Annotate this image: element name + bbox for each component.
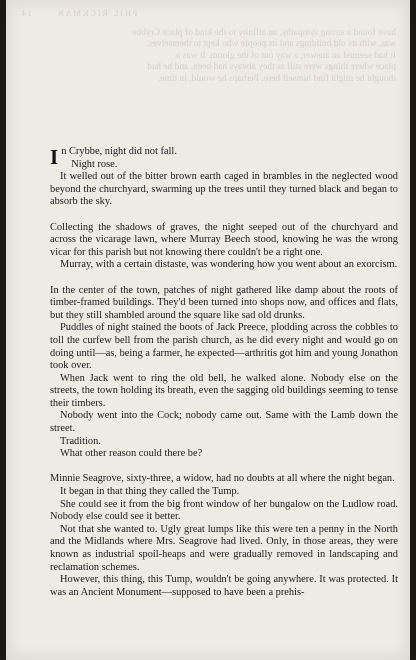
paragraph-text: n Crybbe, night did not fall. xyxy=(61,146,177,157)
paragraph: It began in that thing they called the Tump. xyxy=(60,486,240,498)
show-through-text xyxy=(20,8,396,100)
bleed-header xyxy=(20,8,396,20)
drop-cap: I xyxy=(50,145,59,169)
paragraph: In the center of the town, patches of night gathered like damp about the roots of timber-framed buildings. They'd been turned into shops now, and offices and flats, but they still shambled around the square like sad old drunks. xyxy=(50,284,398,321)
bleed-header-title: PHIL RICKMAN xyxy=(56,9,138,18)
paragraph: Tradition. xyxy=(60,435,101,447)
paragraph: She could see it from the big front window of her bungalow on the Ludlow road. Nobody else could see it better. xyxy=(50,498,398,523)
paragraph: Nobody went into the Cock; nobody came out. Same with the Lamb down the street. xyxy=(50,410,398,435)
body-text xyxy=(50,146,398,599)
bleed-line: thought he might find himself here. Perhaps he would, in time. xyxy=(157,73,396,84)
paragraph: Collecting the shadows of graves, the night seeped out of the churchyard and across the vicarage lawn, where Murray Beech stood, knowing he was the wrong vicar for this parish but not knowing there couldn't be a right one. xyxy=(50,221,398,258)
bleed-line: was, with its old buildings and its people who kept to themselves. xyxy=(146,39,396,50)
paragraph: Murray, with a certain distaste, was wondering how you went about an exorcism. xyxy=(60,259,398,271)
paragraph: It welled out of the bitter brown earth caged in brambles in the neglected wood beyond the churchyard, swarming up the trees until they turned black and began to absorb the sky. xyxy=(50,171,398,208)
book-page xyxy=(6,0,410,660)
paragraph: However, this thing, this Tump, wouldn't be going anywhere. It was protected. It was an Ancient Monument—supposed to have been a prehis- xyxy=(50,574,398,598)
bleed-line: It had seemed an answer, a way out of the gloom. It was a xyxy=(176,50,396,61)
paragraph: Minnie Seagrove, sixty-three, a widow, had no doubts at all where the night began. xyxy=(50,473,395,485)
paragraph: What other reason could there be? xyxy=(60,448,203,460)
paragraph: Not that she wanted to. Ugly great lumps like this were ten a penny in the North and the Midlands where Mrs. Seagrove had lived. Only, in those areas, they were known as industrial spoil-heaps and were gradually removed in landscaping and reclamation schemes. xyxy=(50,523,398,573)
bleed-page-number: 14 xyxy=(20,9,32,18)
bleed-line: place where things were still as they always had been, and he had xyxy=(147,62,396,73)
paragraph: Night rose. xyxy=(71,158,118,170)
bleed-line: have found a strong sympathy, an affinity to the kind of place Crybbe xyxy=(132,27,396,38)
paragraph: When Jack went to ring the old bell, he walked alone. Nobody else on the streets, the town holding its breath, even the sagging old buildings seeming to tense their timbers. xyxy=(50,372,398,409)
paragraph: Puddles of night stained the boots of Jack Preece, plodding across the cobbles to toll the curfew bell from the parish church, as he did every night and would go on doing until—as, being a farmer, he expected—arthritis got him and young Jonathon took over. xyxy=(50,322,398,372)
